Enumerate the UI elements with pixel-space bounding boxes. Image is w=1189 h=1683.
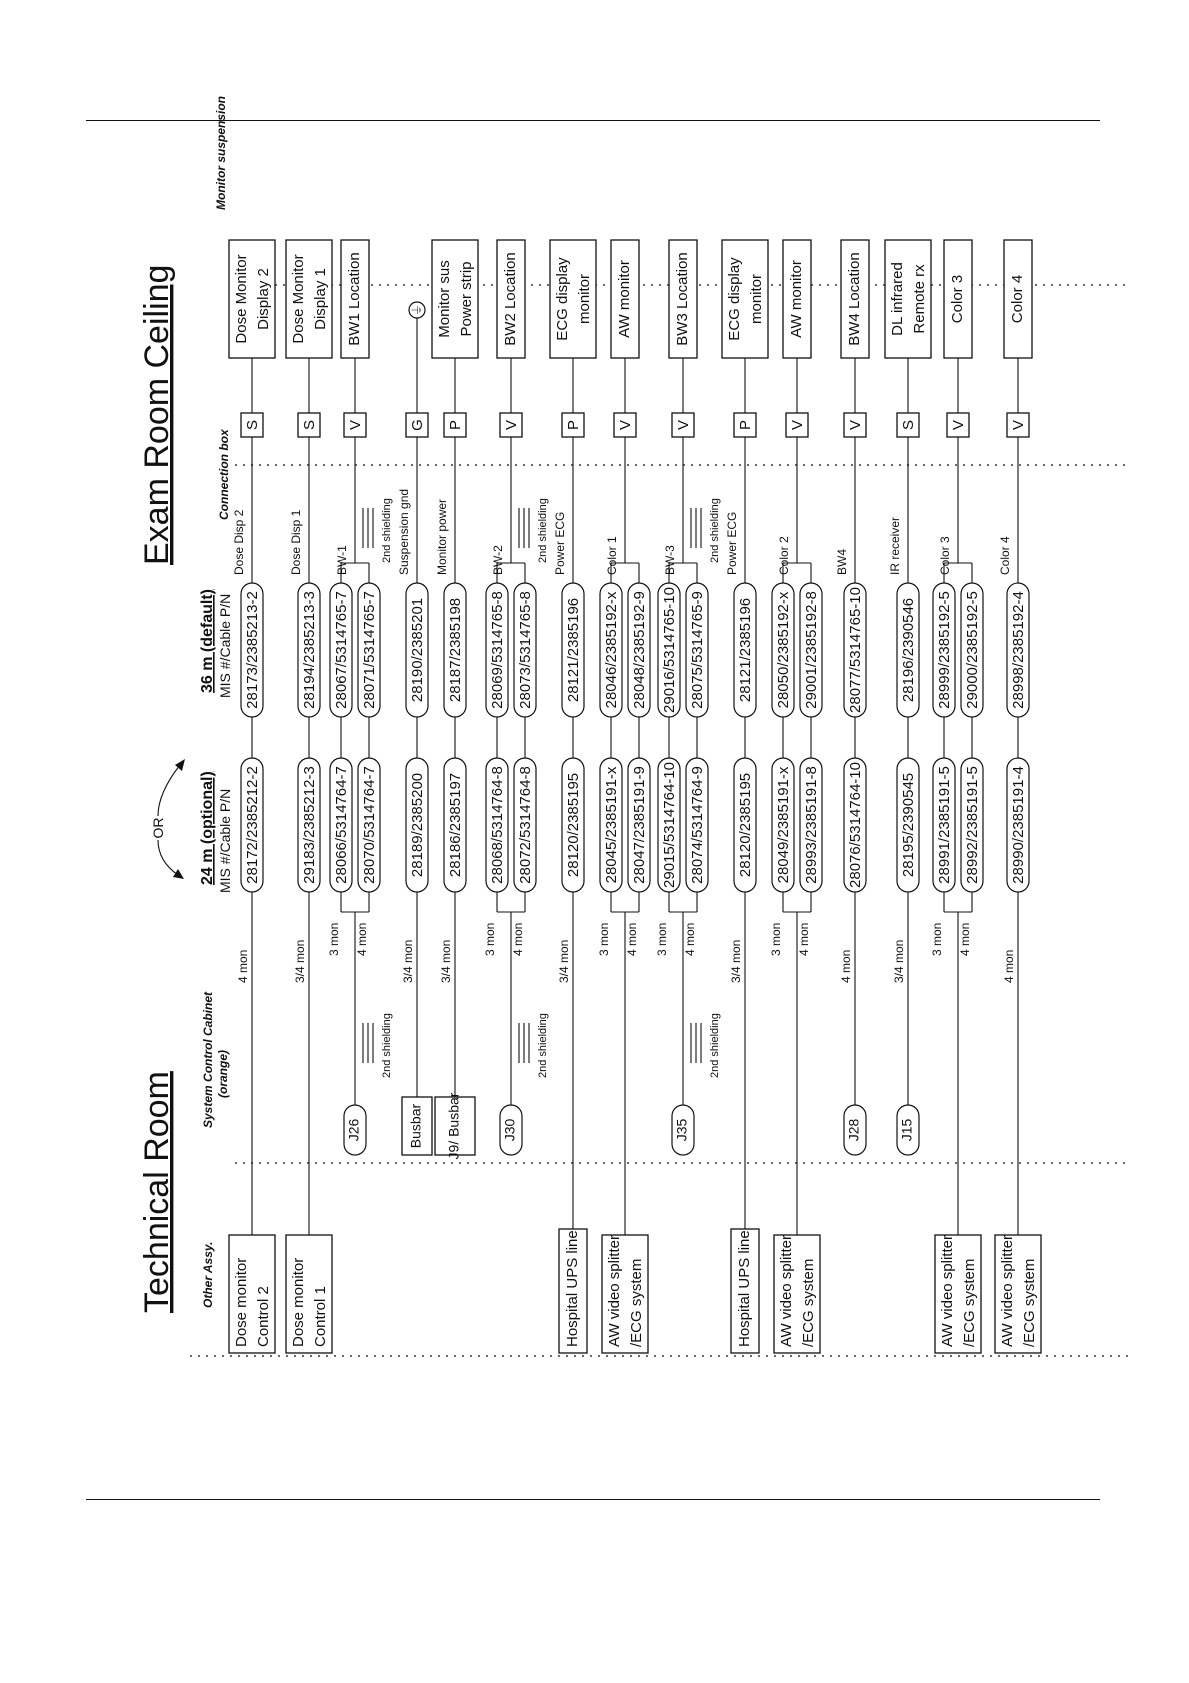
cable-name: Monitor power: [435, 498, 450, 575]
cable-name: Color 2: [777, 536, 792, 575]
def-cable-number: 28046/2385192-x: [602, 591, 620, 709]
opt-cable-number: 28993/2385191-8: [802, 766, 820, 884]
connection-type-letter: S: [899, 419, 917, 431]
connection-type-letter: P: [736, 419, 754, 431]
technical-room-title: Technical Room: [138, 1071, 176, 1313]
def-cable-number: 29001/2385192-8: [802, 591, 820, 709]
connection-type-letter: V: [346, 419, 364, 431]
source-label: AW video splitter: [605, 1235, 623, 1347]
monitor-config-label: 3/4 mon: [557, 939, 572, 983]
monitor-config-label: 4 mon: [683, 922, 698, 956]
cable-name: Color 1: [605, 536, 620, 575]
source-label: AW video splitter: [998, 1235, 1016, 1347]
connection-type-letter: V: [502, 419, 520, 431]
opt-cable-number: 28047/2385191-9: [630, 766, 648, 884]
destination-label: AW monitor: [615, 260, 633, 338]
def-cable-number: 28069/5314765-8: [488, 591, 506, 709]
shielding-label: 2nd shielding: [708, 1013, 721, 1078]
monitor-config-label: 3/4 mon: [293, 939, 308, 983]
destination-label: Color 3: [948, 274, 966, 324]
monitor-config-label: 3 mon: [655, 922, 670, 956]
connection-type-letter: P: [564, 419, 582, 431]
opt-cable-number: 28049/2385191-x: [774, 766, 792, 884]
monitor-config-label: 3/4 mon: [892, 939, 907, 983]
cabinet-connector-label: J15: [898, 1118, 915, 1142]
def-cable-number: 28190/2385201: [408, 597, 426, 703]
def-cable-number: 28073/5314765-8: [516, 591, 534, 709]
cable-name: BW-1: [335, 545, 350, 575]
destination-label: Display 2: [254, 268, 272, 330]
connection-type-letter: V: [674, 419, 692, 431]
header-optional-sub: MIS #/Cable P/N: [217, 788, 233, 893]
header-cabinet-color: (orange): [216, 1050, 230, 1098]
connection-type-letter: V: [788, 419, 806, 431]
cable-name: Color 3: [938, 536, 953, 575]
cabinet-connector-label: J9/ Busbar: [445, 1092, 462, 1160]
monitor-config-label: 3 mon: [597, 922, 612, 956]
destination-label: BW3 Location: [673, 252, 691, 346]
def-cable-number: 28121/2385196: [564, 597, 582, 703]
monitor-config-label: 4 mon: [797, 922, 812, 956]
destination-label: DL infrared: [888, 262, 906, 336]
destination-label: AW monitor: [787, 260, 805, 338]
monitor-config-label: 3 mon: [930, 922, 945, 956]
source-label: /ECG system: [960, 1258, 978, 1347]
cable-name: Dose Disp 1: [289, 509, 304, 575]
def-cable-number: 28075/5314765-9: [688, 591, 706, 709]
destination-label: BW2 Location: [501, 252, 519, 346]
connection-type-letter: S: [300, 419, 318, 431]
cable-name: Suspension gnd: [397, 488, 412, 575]
cable-name: Power ECG: [553, 511, 568, 575]
opt-cable-number: 28991/2385191-5: [935, 766, 953, 884]
def-cable-number: 28196/2390546: [899, 597, 917, 703]
connection-type-letter: V: [1009, 419, 1027, 431]
shielding-label: 2nd shielding: [708, 498, 721, 563]
def-cable-number: 28077/5314765-10: [846, 587, 864, 713]
source-label: Dose monitor: [289, 1257, 307, 1347]
cable-name: BW4: [835, 548, 850, 575]
opt-cable-number: 28076/5314764-10: [846, 762, 864, 888]
source-label: Hospital UPS line: [735, 1230, 753, 1347]
source-label: AW video splitter: [777, 1235, 795, 1347]
def-cable-number: 28121/2385196: [736, 597, 754, 703]
monitor-config-label: 3/4 mon: [401, 939, 416, 983]
opt-cable-number: 28120/2385195: [736, 772, 754, 878]
opt-cable-number: 29015/5314764-10: [660, 762, 678, 888]
header-default-length: 36 m (default): [199, 588, 216, 693]
header-optional-length: 24 m (optional): [199, 771, 216, 885]
source-label: /ECG system: [627, 1258, 645, 1347]
header-cabinet: System Control Cabinet: [201, 991, 215, 1128]
monitor-config-label: 4 mon: [511, 922, 526, 956]
def-cable-number: 28998/2385192-4: [1009, 591, 1027, 709]
ground-icon: ⏚: [410, 303, 425, 317]
monitor-config-label: 3 mon: [769, 922, 784, 956]
destination-label: ECG display: [553, 257, 571, 341]
shielding-label: 2nd shielding: [380, 498, 393, 563]
connection-type-letter: G: [408, 419, 426, 431]
destination-label: Power strip: [457, 261, 475, 337]
cabinet-connector-label: J26: [345, 1118, 362, 1142]
header-monitor-suspension: Monitor suspension: [214, 96, 228, 210]
shielding-label: 2nd shielding: [536, 498, 549, 563]
source-label: /ECG system: [799, 1258, 817, 1347]
def-cable-number: 28173/2385213-2: [243, 591, 261, 709]
def-cable-number: 28050/2385192-x: [774, 591, 792, 709]
opt-cable-number: 28070/5314764-7: [360, 766, 378, 884]
destination-label: monitor: [575, 273, 593, 325]
destination-label: Monitor sus: [435, 260, 453, 338]
monitor-config-label: 3/4 mon: [439, 939, 454, 983]
header-other-assy: Other Assy.: [201, 1241, 215, 1308]
cabinet-connector-label: J28: [845, 1118, 862, 1142]
destination-label: Remote rx: [910, 264, 928, 334]
source-label: Control 2: [254, 1286, 272, 1347]
opt-cable-number: 28172/2385212-2: [243, 766, 261, 884]
opt-cable-number: 29183/2385212-3: [300, 766, 318, 884]
cabinet-connector-label: J35: [673, 1118, 690, 1142]
monitor-config-label: 3 mon: [483, 922, 498, 956]
destination-label: monitor: [747, 273, 765, 325]
def-cable-number: 28187/2385198: [446, 597, 464, 703]
monitor-config-label: 4 mon: [625, 922, 640, 956]
source-label: /ECG system: [1020, 1258, 1038, 1347]
source-label: AW video splitter: [938, 1235, 956, 1347]
def-cable-number: 29016/5314765-10: [660, 587, 678, 713]
connection-type-letter: V: [949, 419, 967, 431]
cable-name: BW-2: [491, 545, 506, 575]
opt-cable-number: 28072/5314764-8: [516, 766, 534, 884]
def-cable-number: 28194/2385213-3: [300, 591, 318, 709]
or-arrow-left-head: [173, 869, 184, 879]
opt-cable-number: 28120/2385195: [564, 772, 582, 878]
def-cable-number: 28067/5314765-7: [332, 591, 350, 709]
or-arrow-left: [158, 840, 178, 875]
source-label: Control 1: [311, 1286, 329, 1347]
monitor-config-label: 3/4 mon: [729, 939, 744, 983]
monitor-config-label: 4 mon: [958, 922, 973, 956]
opt-cable-number: 28045/2385191-x: [602, 766, 620, 884]
header-connection-box: Connection box: [217, 429, 231, 520]
monitor-config-label: 4 mon: [1002, 949, 1017, 983]
monitor-config-label: 4 mon: [839, 949, 854, 983]
source-label: Dose monitor: [232, 1257, 250, 1347]
opt-cable-number: 28186/2385197: [446, 772, 464, 878]
def-cable-number: 29000/2385192-5: [963, 591, 981, 709]
shielding-label: 2nd shielding: [536, 1013, 549, 1078]
monitor-config-label: 4 mon: [236, 949, 251, 983]
destination-label: Color 4: [1008, 274, 1026, 324]
opt-cable-number: 28066/5314764-7: [332, 766, 350, 884]
or-arrow-right: [158, 765, 180, 816]
destination-label: BW1 Location: [345, 252, 363, 346]
connection-type-letter: P: [446, 419, 464, 431]
destination-label: Dose Monitor: [232, 254, 250, 344]
header-default-sub: MIS #/Cable P/N: [217, 593, 233, 698]
opt-cable-number: 28068/5314764-8: [488, 766, 506, 884]
cable-name: Color 4: [998, 536, 1013, 575]
def-cable-number: 28048/2385192-9: [630, 591, 648, 709]
opt-cable-number: 28992/2385191-5: [963, 766, 981, 884]
opt-cable-number: 28074/5314764-9: [688, 766, 706, 884]
opt-cable-number: 28189/2385200: [408, 772, 426, 878]
opt-cable-number: 28195/2390545: [899, 772, 917, 878]
destination-label: Display 1: [311, 268, 329, 330]
def-cable-number: 28999/2385192-5: [935, 591, 953, 709]
destination-label: ECG display: [725, 257, 743, 341]
connection-type-letter: S: [243, 419, 261, 431]
shielding-label: 2nd shielding: [380, 1013, 393, 1078]
cable-name: Dose Disp 2: [232, 509, 247, 575]
opt-cable-number: 28990/2385191-4: [1009, 766, 1027, 884]
source-label: Hospital UPS line: [563, 1230, 581, 1347]
cable-name: BW-3: [663, 545, 678, 575]
exam-room-title: Exam Room Ceiling: [138, 264, 176, 565]
cable-name: IR receiver: [888, 516, 903, 575]
monitor-config-label: 4 mon: [355, 922, 370, 956]
cabinet-connector-label: J30: [501, 1118, 518, 1142]
connection-type-letter: V: [846, 419, 864, 431]
destination-label: Dose Monitor: [289, 254, 307, 344]
or-label: OR: [150, 817, 166, 839]
cabinet-connector-label: Busbar: [407, 1103, 424, 1149]
cable-name: Power ECG: [725, 511, 740, 575]
monitor-config-label: 3 mon: [327, 922, 342, 956]
connection-type-letter: V: [616, 419, 634, 431]
def-cable-number: 28071/5314765-7: [360, 591, 378, 709]
destination-label: BW4 Location: [845, 252, 863, 346]
